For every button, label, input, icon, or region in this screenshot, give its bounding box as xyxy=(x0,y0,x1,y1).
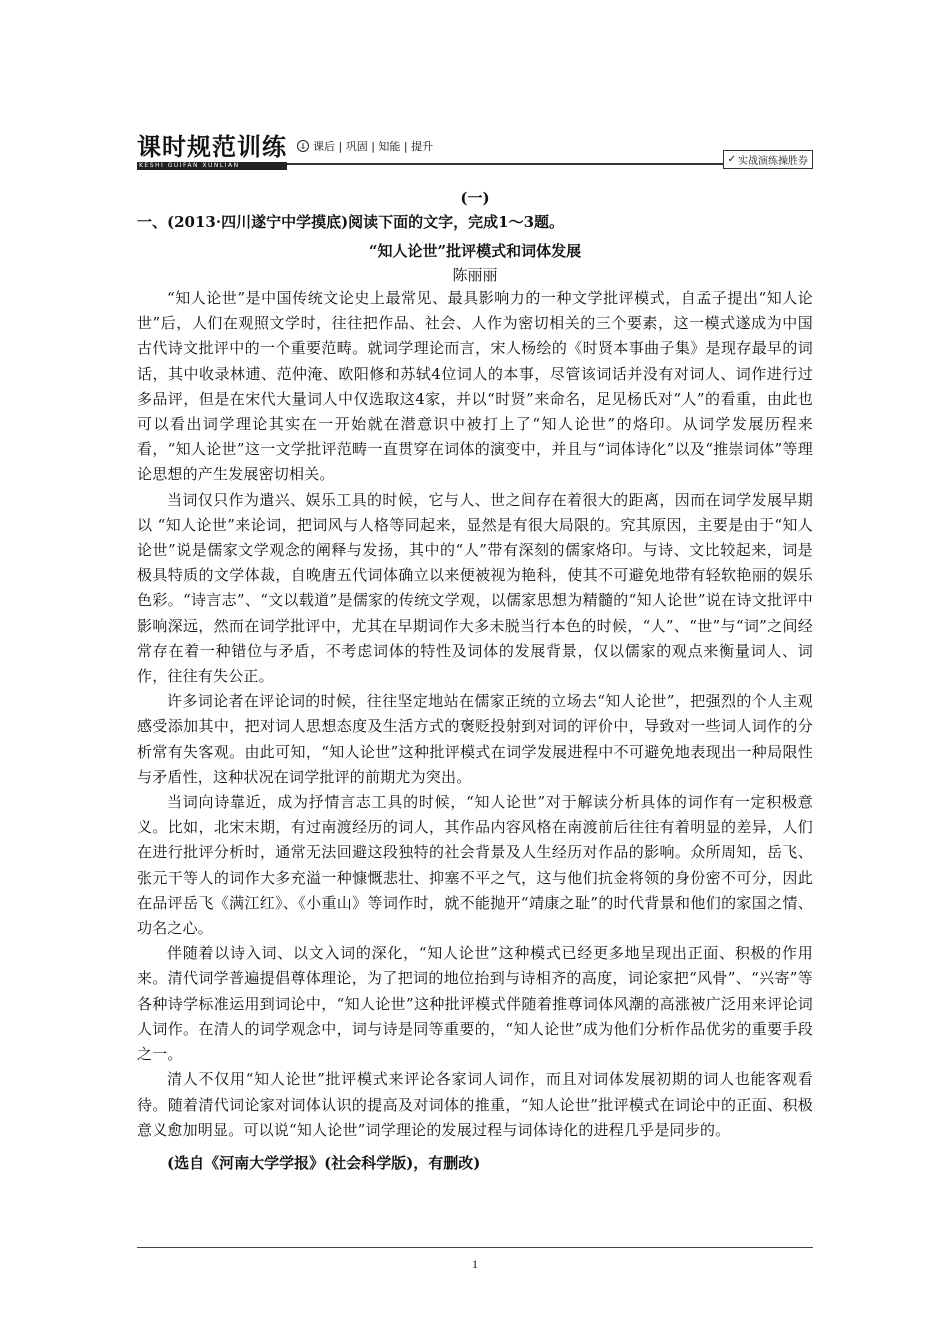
section-label: (一) xyxy=(460,189,490,207)
check-icon: ✓ xyxy=(727,154,736,165)
article-source: (选自《河南大学学报》(社会科学版)，有删改) xyxy=(167,1153,481,1172)
paragraph-3: 许多词论者在评论词的时候，往往坚定地站在儒家正统的立场去“知人论世”，把强烈的个人主观感受添加其中，把对词人思想态度及生活方式的褒贬投射到对词的评价中，导致对一些词人词作的分析常有失客观。由此可知，“知人论世”这种批评模式在词学发展进程中不可避免地表现出一种局限性与矛盾性，这种状况在词学批评的前期尤为突出。 xyxy=(137,692,813,786)
paragraph-4: 当词向诗靠近，成为抒情言志工具的时候，“知人论世”对于解读分析具体的词作有一定积极意义。比如，北宋末期，有过南渡经历的词人，其作品内容风格在南渡前后往往有着明显的差异，人们在进行批评分析时，通常无法回避这段独特的社会背景及人生经历对作品的影响。众所周知，岳飞、张元干等人的词作大多充溢一种慷慨悲壮、抑塞不平之气，这与他们抗金将领的身份密不可分，因此在品评岳飞《满江红》、《小重山》等词作时，就不能抛开“靖康之耻”的时代背景和他们的家国之情、功名之心。 xyxy=(137,793,813,938)
paragraph-1: “知人论世”是中国传统文论史上最常见、最具影响力的一种文学批评模式，自孟子提出“知人论世”后，人们在观照文学时，往往把作品、社会、人作为密切相关的三个要素，这一模式遂成为中国古代诗文批评中的一个重要范畴。就词学理论而言，宋人杨绘的《时贤本事曲子集》是现存最早的词话，其中收录林逋、范仲淹、欧阳修和苏轼4位词人的本事，尽管该词话并没有对词人、词作进行过多品评，但是在宋代大量词人中仅选取这4家，并以“时贤”来命名，足见杨氏对“人”的看重，由此也可以看出词学理论其实在一开始就在潜意识中被打上了“知人论世”的烙印。从词学发展历程来看，“知人论世”这一文学批评范畴一直贯穿在词体的演变中，并且与“词体诗化”以及“推崇词体”等理论思想的产生发展密切相关。 xyxy=(137,289,813,484)
header-tagline xyxy=(297,138,433,154)
question-intro: 一、(2013·四川遂宁中学摸底)阅读下面的文字，完成1～3题。 xyxy=(137,213,565,231)
tagline-text: 课后 | 巩固 | 知能 | 提升 xyxy=(313,140,434,153)
badge-text: 实战演练操胜券 xyxy=(738,156,808,167)
download-icon: ⇓ xyxy=(297,140,309,152)
brand-subtitle: KESHI GUIFAN XUNLIAN xyxy=(137,162,287,170)
article-title: “知人论世”批评模式和词体发展 xyxy=(368,242,582,260)
footer-rule xyxy=(137,1247,813,1248)
header-badge xyxy=(723,150,813,169)
paragraph-6: 清人不仅用“知人论世”批评模式来评论各家词人词作，而且对词体发展初期的词人也能客观看待。随着清代词论家对词体认识的提高及对词体的推重，“知人论世”批评模式在词论中的正面、积极意义愈加明显。可以说“知人论世”词学理论的发展过程与词体诗化的进程几乎是同步的。 xyxy=(137,1070,813,1139)
article-author: 陈丽丽 xyxy=(452,266,498,284)
page-header xyxy=(137,134,813,168)
main-content xyxy=(137,186,813,1175)
page-number: 1 xyxy=(472,1257,478,1271)
paragraph-2: 当词仅只作为遣兴、娱乐工具的时候，它与人、世之间存在着很大的距离，因而在词学发展早期以 “知人论世”来论词，把词风与人格等同起来，显然是有很大局限的。究其原因，主要是由于“知人论世”说是儒家文学观念的阐释与发扬，其中的“人”带有深刻的儒家烙印。与诗、文比较起来，词是极具特质的文学体裁，自晚唐五代词体确立以来便被视为艳科，使其不可避免地带有轻软艳丽的娱乐色彩。“诗言志”、“文以载道”是儒家的传统文学观，以儒家思想为精髓的“知人论世”说在诗文批评中影响深远，然而在词学批评中，尤其在早期词作大多未脱当行本色的时候，“人”、“世”与“词”之间经常存在着一种错位与矛盾，不考虑词体的特性及词体的发展背景，仅以儒家的观点来衡量词人、词作，往往有失公正。 xyxy=(137,490,813,686)
paragraph-5: 伴随着以诗入词、以文入词的深化，“知人论世”这种模式已经更多地呈现出正面、积极的作用来。清代词学普遍提倡尊体理论，为了把词的地位抬到与诗相齐的高度，词论家把“风骨”、“兴寄”等各种诗学标准运用到词论中，“知人论世”这种批评模式伴随着推尊词体风潮的高涨被广泛用来评论词人词作。在清人的词学观念中，词与诗是同等重要的，“知人论世”成为他们分析作品优劣的重要手段之一。 xyxy=(137,944,813,1064)
brand-title: 课时规范训练 xyxy=(137,133,287,161)
